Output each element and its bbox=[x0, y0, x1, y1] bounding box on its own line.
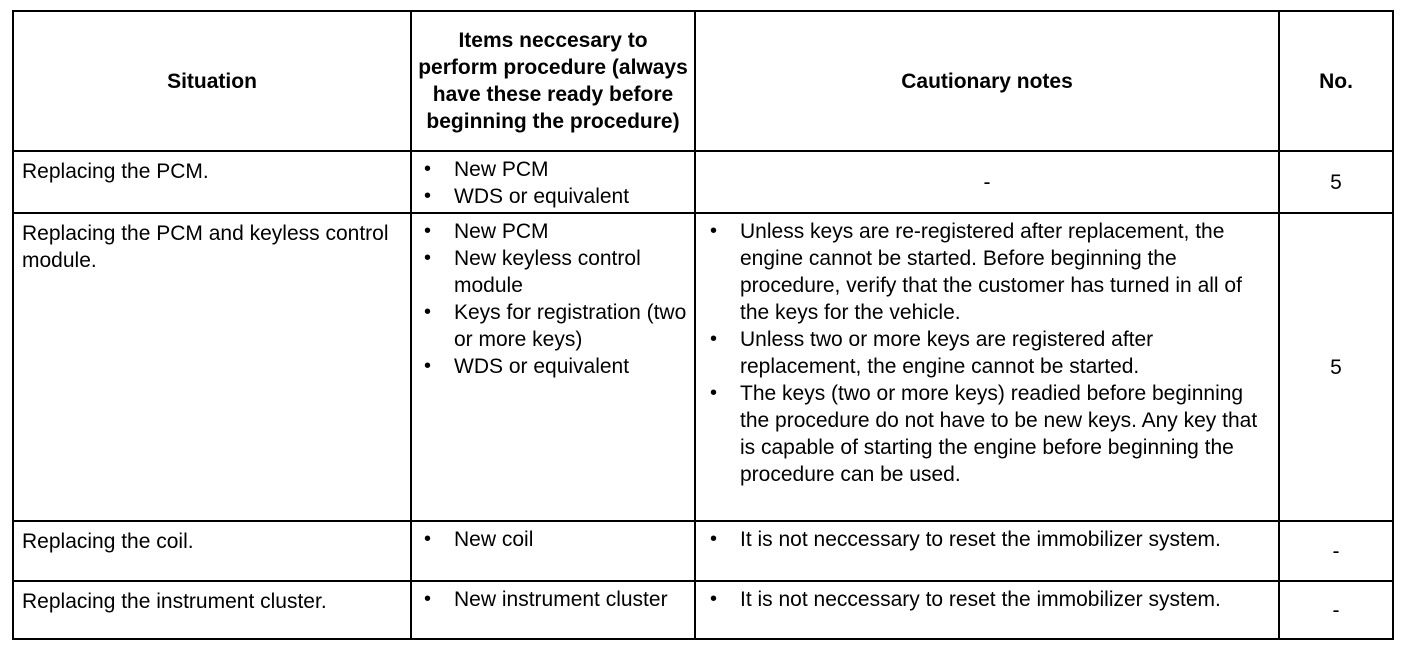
table-row bbox=[13, 581, 1393, 639]
situation-cell: Replacing the coil. bbox=[13, 521, 411, 581]
table-row bbox=[13, 151, 1393, 213]
header-situation: Situation bbox=[13, 11, 411, 151]
notes-list bbox=[696, 214, 1278, 490]
number-cell: 5 bbox=[1279, 151, 1393, 213]
table-row bbox=[13, 521, 1393, 581]
list-item: • Unless keys are re-registered after replacement, the engine cannot be started. Before beginning the procedure, verify that the customer has turned in all of the keys for the vehicle. bbox=[710, 218, 1272, 326]
items-cell bbox=[411, 521, 695, 581]
list-item: • Unless two or more keys are registered after replacement, the engine cannot be started. bbox=[710, 326, 1272, 380]
header-items: Items neccesary to perform procedure (always have these ready before beginning the procedure) bbox=[411, 11, 695, 151]
notes-cell bbox=[695, 581, 1279, 639]
notes-cell bbox=[695, 213, 1279, 521]
items-list bbox=[412, 152, 694, 212]
notes-cell: - bbox=[695, 151, 1279, 213]
list-item: • New keyless control module bbox=[424, 245, 688, 299]
items-list bbox=[412, 582, 694, 615]
list-item: • It is not neccessary to reset the immobilizer system. bbox=[710, 586, 1272, 613]
items-list bbox=[412, 214, 694, 382]
list-item: • It is not neccessary to reset the immobilizer system. bbox=[710, 526, 1272, 553]
list-item: • The keys (two or more keys) readied before beginning the procedure do not have to be new keys. Any key that is capable of starting the engine before beginning the procedure can be used. bbox=[710, 380, 1272, 488]
list-item: • Keys for registration (two or more keys) bbox=[424, 299, 688, 353]
items-cell bbox=[411, 213, 695, 521]
number-cell: - bbox=[1279, 521, 1393, 581]
list-item: • New PCM bbox=[424, 156, 688, 183]
list-item: • WDS or equivalent bbox=[424, 183, 688, 210]
situation-cell: Replacing the PCM and keyless control module. bbox=[13, 213, 411, 521]
header-notes: Cautionary notes bbox=[695, 11, 1279, 151]
procedure-table bbox=[12, 10, 1394, 640]
items-list bbox=[412, 522, 694, 555]
notes-cell bbox=[695, 521, 1279, 581]
procedure-table-container bbox=[12, 10, 1392, 640]
situation-cell: Replacing the PCM. bbox=[13, 151, 411, 213]
list-item: • New coil bbox=[424, 526, 688, 553]
notes-list bbox=[696, 522, 1278, 555]
number-cell: - bbox=[1279, 581, 1393, 639]
items-cell bbox=[411, 151, 695, 213]
list-item: • WDS or equivalent bbox=[424, 353, 688, 380]
list-item: • New instrument cluster bbox=[424, 586, 688, 613]
situation-cell: Replacing the instrument cluster. bbox=[13, 581, 411, 639]
header-no: No. bbox=[1279, 11, 1393, 151]
items-cell bbox=[411, 581, 695, 639]
number-cell: 5 bbox=[1279, 213, 1393, 521]
list-item: • New PCM bbox=[424, 218, 688, 245]
notes-list bbox=[696, 582, 1278, 615]
table-row bbox=[13, 213, 1393, 521]
table-header-row bbox=[13, 11, 1393, 151]
